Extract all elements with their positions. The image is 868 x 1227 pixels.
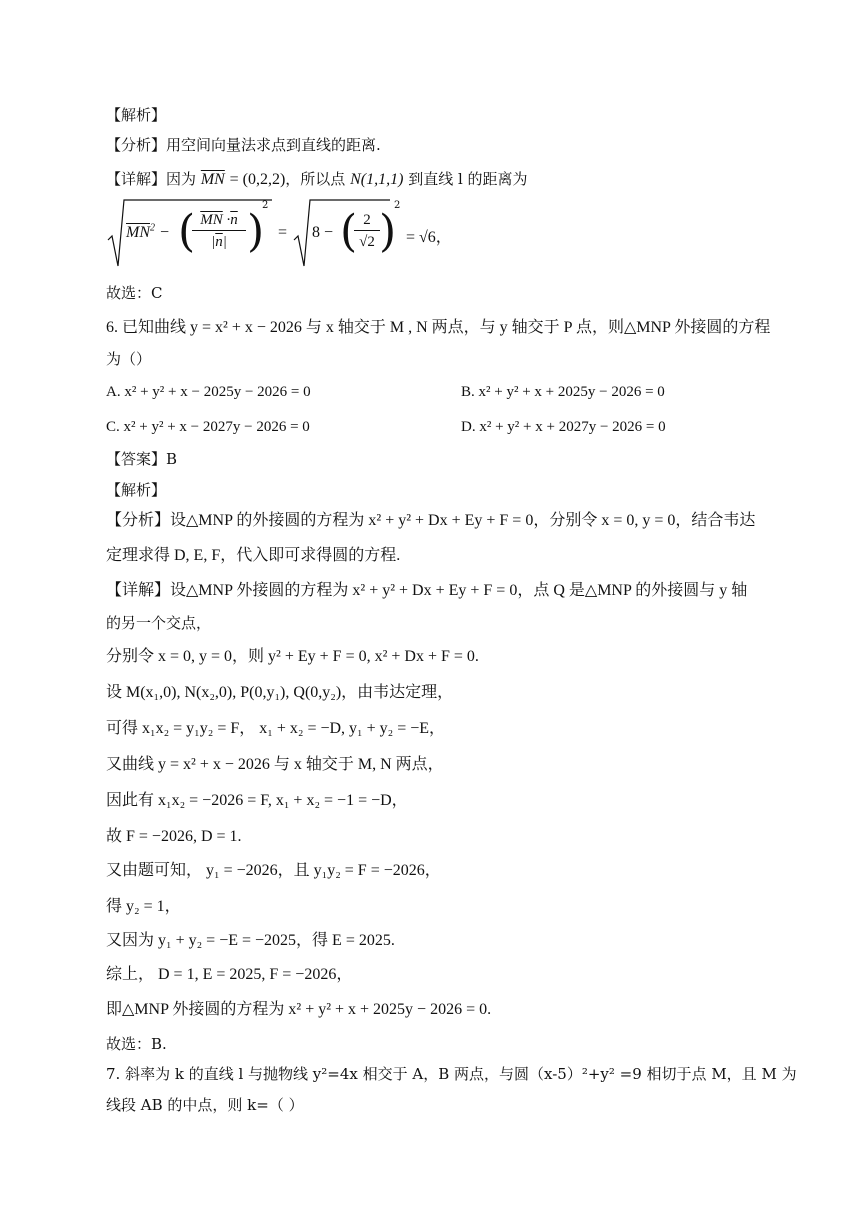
q6-detail-12: 综上， D = 1, E = 2025, F = −2026， (106, 966, 353, 983)
formula-eq1: = (278, 224, 288, 241)
distance-formula: $\overline{MN}^2$ − ( $\overline{MN} \cdot\overline{n}$ $|\overline{n}|$ ) 2 = 8 − ( $\frac{2}{√2}$ ) 2 = √6， (106, 196, 436, 272)
q6-option-a[interactable]: A. x² + y² + x − 2025y − 2026 = 0 (106, 384, 311, 400)
formula-eight: 8 − (312, 224, 334, 241)
q6-stem-line1: 6. 已知曲线 y = x² + x − 2026 与 x 轴交于 M , N 两点，与 y 轴交于 P 点，则△MNP 外接圆的方程 (106, 319, 771, 336)
detail-mid: ，所以点 (285, 170, 346, 188)
q6-answer: 【答案】B (106, 450, 178, 468)
q6-option-b[interactable]: B. x² + y² + x + 2025y − 2026 = 0 (461, 384, 665, 400)
q6-jiexi: 【解析】 (106, 481, 167, 499)
detail-pre: 因为 (166, 170, 197, 188)
detail-post: 到直线 l 的距离为 (408, 170, 528, 188)
vector-mn-value: = (0,2,2) (229, 171, 286, 188)
q6-choice: 故选：B. (106, 1035, 167, 1053)
vector-mn: $\overline{MN}$ (200, 171, 225, 188)
q6-detail-6: 又曲线 y = x² + x − 2026 与 x 轴交于 M, N 两点， (106, 756, 444, 773)
q6-detail-1: 【详解】设△MNP 外接圆的方程为 x² + y² + Dx + Ey + F = 0，点 Q 是△MNP 的外接圆与 y 轴 (106, 582, 748, 599)
q6-detail-4: 设 M(x₁,0), N(x₂,0), P(0,y₁), Q(0,y₂)，由韦达定理， (106, 684, 454, 701)
fraction-den-sqrt2: √2 (359, 234, 375, 250)
q6-detail-8: 故 F = −2026, D = 1. (106, 828, 242, 845)
detail-line-5 (106, 168, 528, 191)
q6-option-c[interactable]: C. x² + y² + x − 2027y − 2026 = 0 (106, 419, 310, 435)
vector-mn-2: $\overline{MN}$ (126, 224, 150, 241)
q6-detail-11: 又因为 y₁ + y₂ = −E = −2025，得 E = 2025. (106, 932, 395, 949)
fraction-mn-n: $\overline{MN} \cdot\overline{n}$ $|\overline{n}|$ (192, 210, 246, 253)
analysis-text: 用空间向量法求点到直线的距离. (166, 136, 381, 154)
q7-stem-line1: 7. 斜率为 k 的直线 l 与抛物线 y²=4x 相交于 A，B 两点，与圆（x-5）²+y² =9 相切于点 M，且 M 为 (106, 1065, 797, 1083)
jiexi-heading-5: 【解析】 (106, 106, 167, 124)
q7-stem-line2: 线段 AB 的中点，则 k=（ ） (106, 1096, 304, 1114)
detail-tag: 【详解】 (106, 170, 167, 188)
q6-analysis-2: 定理求得 D, E, F，代入即可求得圆的方程. (106, 547, 401, 564)
q6-detail-2: 的另一个交点， (106, 614, 212, 632)
q6-analysis-1: 【分析】设△MNP 的外接圆的方程为 x² + y² + Dx + Ey + F = 0，分别令 x = 0, y = 0，结合韦达 (106, 512, 756, 529)
paren-left: ( (178, 206, 196, 257)
q6-detail-10: 得 y₂ = 1， (106, 898, 181, 915)
analysis-line-5 (106, 134, 381, 156)
q6-option-d[interactable]: D. x² + y² + x + 2027y − 2026 = 0 (461, 419, 666, 435)
analysis-tag: 【分析】 (106, 136, 167, 154)
q6-stem-line2: 为（） (106, 350, 152, 368)
formula-result: = √6， (406, 229, 452, 246)
q6-detail-13: 即△MNP 外接圆的方程为 x² + y² + x + 2025y − 2026 = 0. (106, 1001, 492, 1018)
q6-detail-9: 又由题可知， y₁ = −2026，且 y₁y₂ = F = −2026， (106, 862, 441, 879)
paren-right: ) (247, 206, 265, 257)
fraction-num-2: 2 (354, 210, 380, 231)
choice-5: 故选：C (106, 284, 163, 302)
q6-detail-3: 分别令 x = 0, y = 0，则 y² + Ey + F = 0, x² + Dx + F = 0. (106, 648, 479, 665)
q6-detail-7: 因此有 x₁x₂ = −2026 = F, x₁ + x₂ = −1 = −D， (106, 792, 408, 809)
q6-detail-5: 可得 x₁x₂ = y₁y₂ = F， x₁ + x₂ = −D, y₁ + y₂ = −E， (106, 720, 446, 737)
point-n: N(1,1,1) (350, 171, 404, 188)
